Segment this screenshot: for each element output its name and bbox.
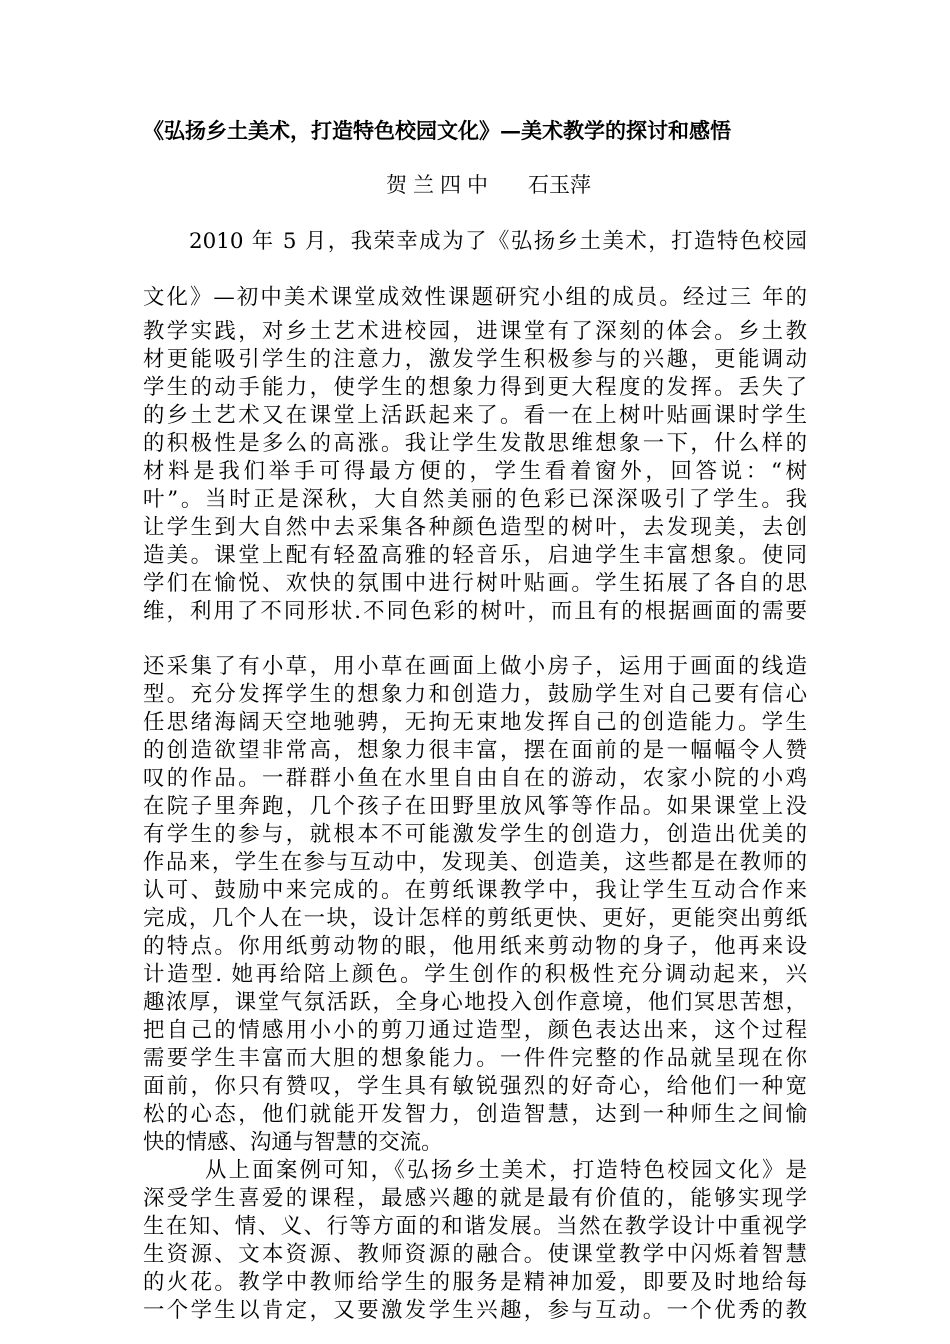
author-name: 石玉萍 <box>528 173 591 197</box>
body-line: 的特点。你用纸剪动物的眼，他用纸来剪动物的身子，他再来设 <box>143 934 807 959</box>
body-line: 需要学生丰富而大胆的想象能力。一件件完整的作品就呈现在你 <box>143 1046 807 1071</box>
body-line: 松的心态，他们就能开发智力，创造智慧，达到一种师生之间愉 <box>143 1102 807 1127</box>
body-line: 叹的作品。一群群小鱼在水里自由自在的游动，农家小院的小鸡 <box>143 766 807 791</box>
body-line: 材更能吸引学生的注意力，激发学生积极参与的兴趣，更能调动 <box>143 347 807 372</box>
body-line: 的乡土艺术又在课堂上活跃起来了。看一在上树叶贴画课时学生 <box>143 403 807 428</box>
body-line: 深受学生喜爱的课程，最感兴趣的就是最有价值的，能够实现学 <box>143 1186 807 1211</box>
body-line: 作品来，学生在参与互动中，发现美、创造美，这些都是在教师的 <box>143 850 807 875</box>
body-line: 的创造欲望非常高，想象力很丰富，摆在面前的是一幅幅令人赞 <box>143 738 807 763</box>
body-line: 面前，你只有赞叹，学生具有敏锐强烈的好奇心，给他们一种宽 <box>143 1074 807 1099</box>
body-line: 2010 年 5 月，我荣幸成为了《弘扬乡土美术，打造特色校园 <box>189 229 807 254</box>
body-line: 生在知、情、义、行等方面的和谐发展。当然在教学设计中重视学 <box>143 1214 807 1239</box>
body-line: 任思绪海阔天空地驰骋，无拘无束地发挥自己的创造能力。学生 <box>143 710 807 735</box>
body-line: 学生的动手能力，使学生的想象力得到更大程度的发挥。丢失了 <box>143 375 807 400</box>
body-line: 还采集了有小草，用小草在画面上做小房子，运用于画面的线造 <box>143 654 807 679</box>
body-line: 趣浓厚，课堂气氛活跃，全身心地投入创作意境，他们冥思苦想， <box>143 990 807 1015</box>
body-line: 把自己的情感用小小的剪刀通过造型，颜色表达出来，这个过程 <box>143 1018 807 1043</box>
body-line: 生资源、文本资源、教师资源的融合。使课堂教学中闪烁着智慧 <box>143 1242 807 1267</box>
body-line: 计造型. 她再给陪上颜色。学生创作的积极性充分调动起来，兴 <box>143 962 807 987</box>
body-line: 快的情感、沟通与智慧的交流。 <box>143 1130 443 1155</box>
body-line: 材料是我们举手可得最方便的，学生看着窗外，回答说：“树 <box>143 459 807 484</box>
body-line: 教学实践，对乡土艺术进校园，进课堂有了深刻的体会。乡土教 <box>143 319 807 344</box>
document-title: 《弘扬乡土美术，打造特色校园文化》—美术教学的探讨和感悟 <box>143 118 731 143</box>
body-line: 让学生到大自然中去采集各种颜色造型的树叶，去发现美，去创 <box>143 515 807 540</box>
school-name: 贺兰四中 <box>386 173 494 197</box>
body-line: 一个学生以肯定，又要激发学生兴趣，参与互动。一个优秀的教 <box>143 1298 807 1323</box>
body-line: 文化》—初中美术课堂成效性课题研究小组的成员。经过三 年的 <box>143 285 807 310</box>
body-line: 学们在愉悦、欢快的氛围中进行树叶贴画。学生拓展了各自的思 <box>143 571 807 596</box>
body-line: 完成，几个人在一块，设计怎样的剪纸更快、更好，更能突出剪纸 <box>143 906 807 931</box>
body-line: 在院子里奔跑，几个孩子在田野里放风筝等作品。如果课堂上没 <box>143 794 807 819</box>
body-line: 有学生的参与，就根本不可能激发学生的创造力，创造出优美的 <box>143 822 807 847</box>
body-line: 的积极性是多么的高涨。我让学生发散思维想象一下，什么样的 <box>143 431 807 456</box>
body-line: 型。充分发挥学生的想象力和创造力，鼓励学生对自己要有信心 <box>143 682 807 707</box>
byline <box>386 170 591 200</box>
body-line: 的火花。教学中教师给学生的服务是精神加爱，即要及时地给每 <box>143 1270 807 1295</box>
body-line: 认可、鼓励中来完成的。在剪纸课教学中，我让学生互动合作来 <box>143 878 807 903</box>
body-line: 造美。课堂上配有轻盈高雅的轻音乐，启迪学生丰富想象。使同 <box>143 543 807 568</box>
body-line: 维，利用了不同形状.不同色彩的树叶，而且有的根据画面的需要 <box>143 599 807 624</box>
body-line: 从上面案例可知，《弘扬乡土美术，打造特色校园文化》是 <box>205 1158 807 1183</box>
body-line: 叶”。当时正是深秋，大自然美丽的色彩已深深吸引了学生。我 <box>143 487 807 512</box>
